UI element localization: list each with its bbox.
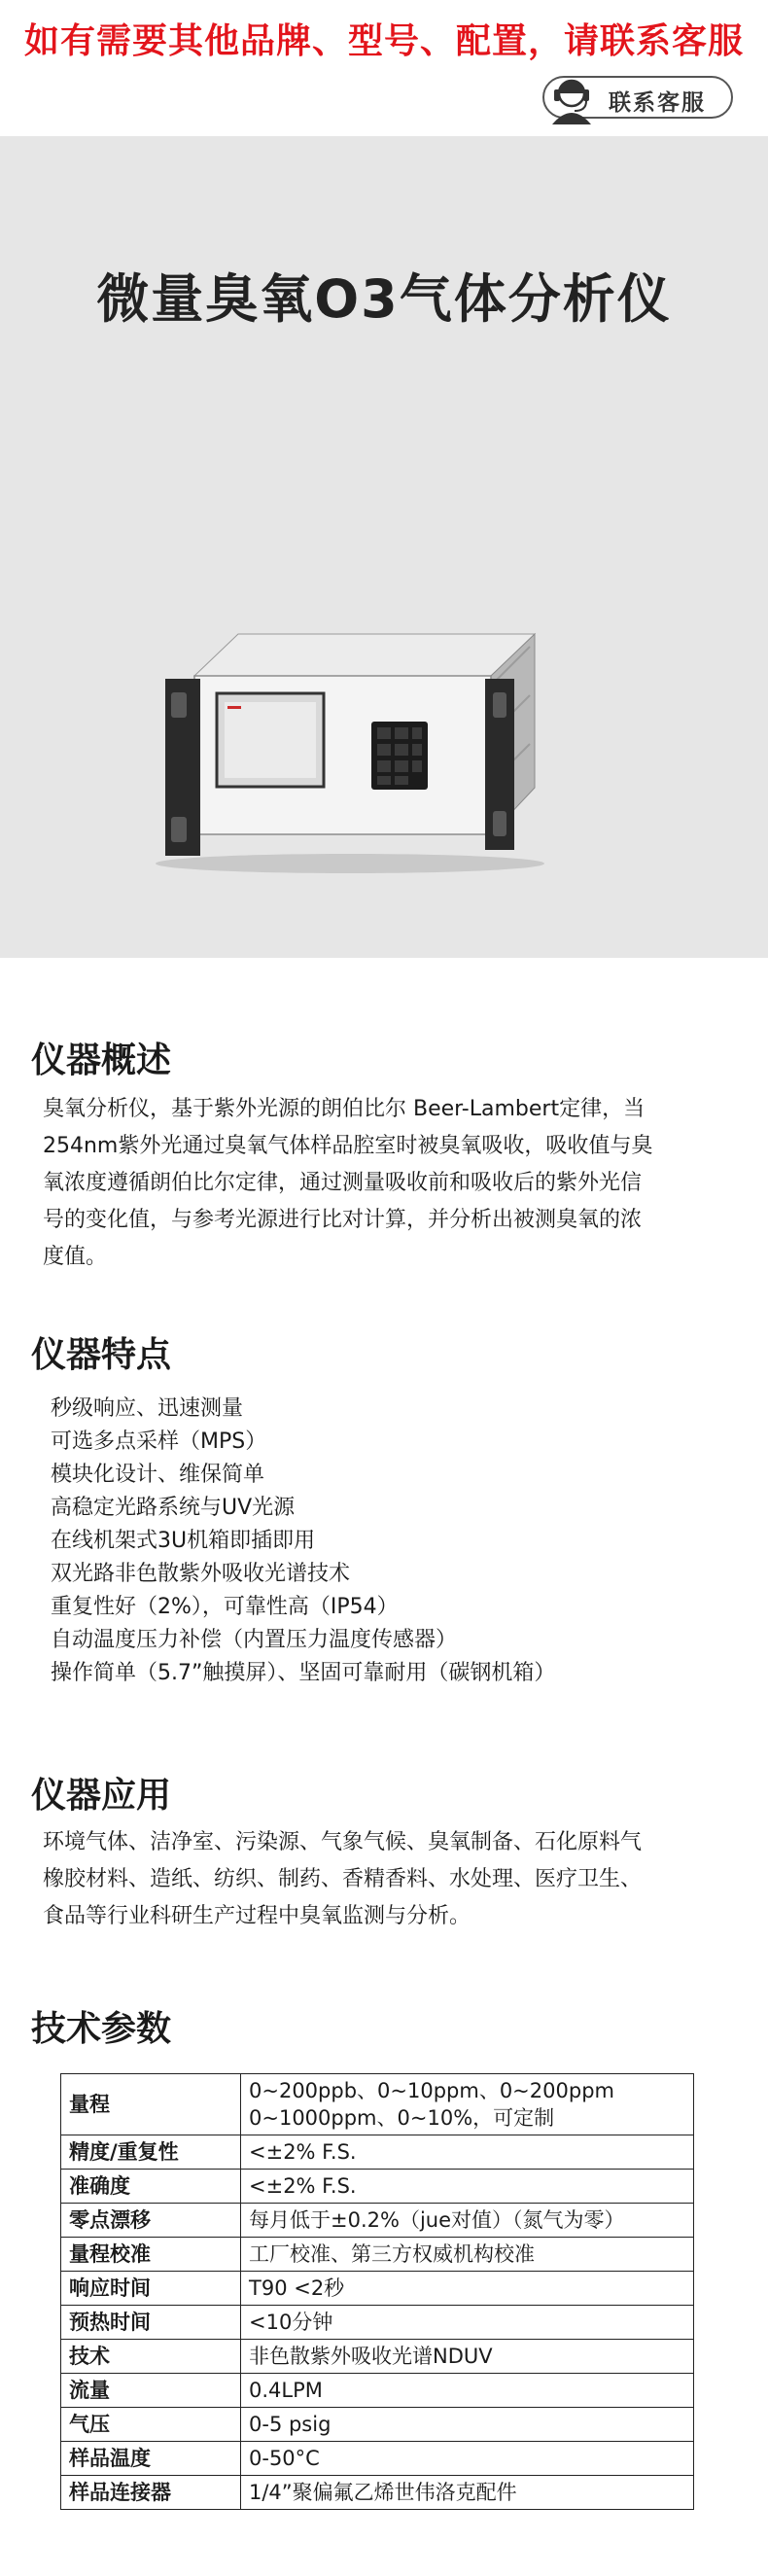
spec-value: T90 <2秒: [241, 2272, 694, 2306]
spec-value: 1/4”聚偏氟乙烯世伟洛克配件: [241, 2476, 694, 2510]
spec-row: [61, 2074, 694, 2135]
hero-section: [0, 136, 768, 958]
applications-line: 食品等行业科研生产过程中臭氧监测与分析。: [43, 1904, 471, 1928]
spec-value: <10分钟: [241, 2306, 694, 2340]
overview-line: 度值。: [43, 1245, 108, 1269]
spec-value: [241, 2074, 694, 2135]
spec-name: 响应时间: [61, 2272, 241, 2306]
spec-row: [61, 2374, 694, 2408]
overview-title: 仪器概述: [31, 1041, 172, 1080]
spec-value: 0.4LPM: [241, 2374, 694, 2408]
spec-name: 预热时间: [61, 2306, 241, 2340]
overview-line: 臭氧分析仪，基于紫外光源的朗伯比尔 Beer-Lambert定律，当: [43, 1097, 646, 1121]
top-banner: [0, 0, 768, 136]
spec-row: [61, 2272, 694, 2306]
overview-line: 254nm紫外光通过臭氧气体样品腔室时被臭氧吸收，吸收值与臭: [43, 1134, 653, 1158]
feature-item: 模块化设计、维保简单: [51, 1463, 265, 1487]
features-title: 仪器特点: [31, 1335, 172, 1375]
spec-value: 每月低于±0.2%（jue对值）（氮气为零）: [241, 2204, 694, 2238]
applications-title: 仪器应用: [31, 1776, 172, 1816]
spec-row: [61, 2306, 694, 2340]
spec-value-line: 0~1000ppm、0~10%，可定制: [249, 2106, 555, 2130]
spec-row: [61, 2238, 694, 2272]
spec-name: 零点漂移: [61, 2204, 241, 2238]
analyzer-product-image: [126, 613, 554, 875]
spec-value: <±2% F.S.: [241, 2135, 694, 2170]
feature-item: 自动温度压力补偿（内置压力温度传感器）: [51, 1628, 458, 1652]
customer-service-icon: [544, 72, 605, 126]
spec-name: 气压: [61, 2408, 241, 2442]
spec-value: <±2% F.S.: [241, 2170, 694, 2204]
overview-text: [43, 1091, 723, 1276]
spec-row: [61, 2476, 694, 2510]
spec-name: 技术: [61, 2340, 241, 2374]
feature-item: 在线机架式3U机箱即插即用: [51, 1529, 316, 1553]
product-title: 微量臭氧O3气体分析仪: [96, 268, 672, 330]
overview-line: 氧浓度遵循朗伯比尔定律，通过测量吸收前和吸收后的紫外光信: [43, 1171, 643, 1195]
specs-title: 技术参数: [31, 2009, 172, 2049]
contact-service-button[interactable]: [542, 76, 733, 119]
applications-line: 橡胶材料、造纸、纺织、制药、香精香料、水处理、医疗卫生、: [43, 1867, 643, 1891]
feature-item: 秒级响应、迅速测量: [51, 1396, 244, 1421]
spec-row: [61, 2340, 694, 2374]
applications-line: 环境气体、洁净室、污染源、气象气候、臭氧制备、石化原料气: [43, 1830, 643, 1854]
spec-row: [61, 2442, 694, 2476]
spec-row: [61, 2170, 694, 2204]
feature-item: 操作简单（5.7”触摸屏）、坚固可靠耐用（碳钢机箱）: [51, 1661, 556, 1685]
spec-row: [61, 2204, 694, 2238]
spec-table: [60, 2073, 694, 2510]
applications-text: [43, 1824, 723, 1935]
spec-value: 非色散紫外吸收光谱NDUV: [241, 2340, 694, 2374]
feature-item: 可选多点采样（MPS）: [51, 1429, 267, 1454]
banner-title: 如有需要其他品牌、型号、配置，请联系客服: [23, 21, 744, 61]
feature-item: 高稳定光路系统与UV光源: [51, 1496, 296, 1520]
spec-row: [61, 2408, 694, 2442]
feature-list: [51, 1393, 555, 1690]
overview-line: 号的变化值，与参考光源进行比对计算，并分析出被测臭氧的浓: [43, 1208, 643, 1232]
spec-name: 精度/重复性: [61, 2135, 241, 2170]
spec-name: 样品连接器: [61, 2476, 241, 2510]
contact-service-label: 联系客服: [609, 90, 706, 116]
spec-value: 0-50°C: [241, 2442, 694, 2476]
spec-name: 准确度: [61, 2170, 241, 2204]
spec-value: 0-5 psig: [241, 2408, 694, 2442]
spec-name: 样品温度: [61, 2442, 241, 2476]
spec-name: 量程校准: [61, 2238, 241, 2272]
spec-row: [61, 2135, 694, 2170]
spec-value-line: 0~200ppb、0~10ppm、0~200ppm: [249, 2079, 614, 2102]
feature-item: 重复性好（2%），可靠性高（IP54）: [51, 1595, 399, 1619]
spec-name: 流量: [61, 2374, 241, 2408]
spec-name: 量程: [61, 2074, 241, 2135]
feature-item: 双光路非色散紫外吸收光谱技术: [51, 1562, 351, 1586]
spec-value: 工厂校准、第三方权威机构校准: [241, 2238, 694, 2272]
